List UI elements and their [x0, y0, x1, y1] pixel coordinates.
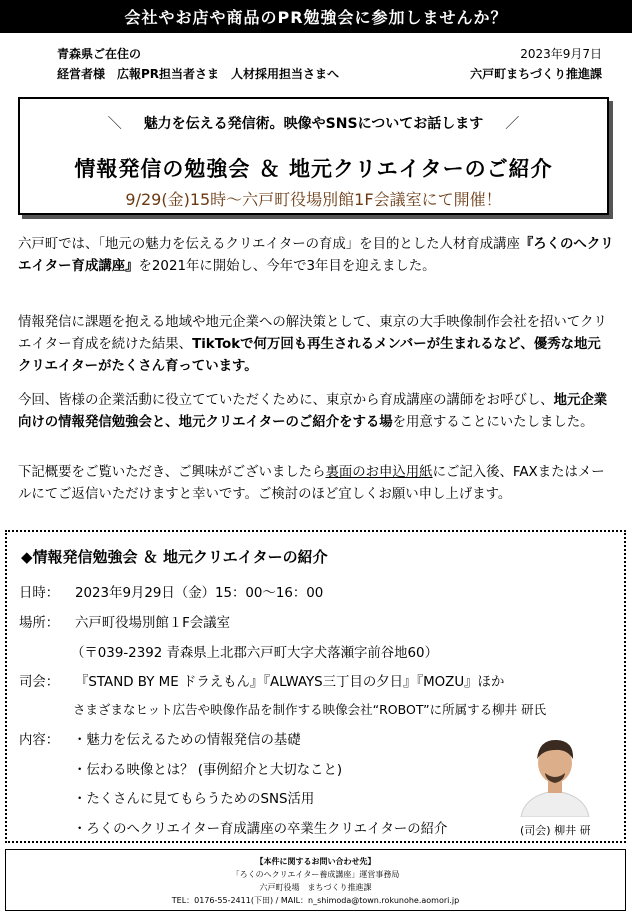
slash-left: ＼	[107, 116, 122, 132]
p3-highlight: 地元企業向けの情報発信勉強会と、地元クリエイターのご紹介をする場	[18, 393, 608, 430]
p3-text-c: を用意することにいたしました。	[392, 415, 594, 430]
p2-text-a: 情報発信に課題を抱える地域や地元企業への解決策として、東京の大手映像制作会社を招いてクリエイター育成を続けた結果、	[18, 315, 607, 352]
contact-box	[5, 849, 626, 911]
datetime-value: 2023年9月29日（金）15：00～16：00	[75, 586, 324, 601]
contact-tel-mail: TEL：0176-55-2411(下田) / MAIL：n_shimoda@town.rokunohe.aomori.jp	[171, 896, 460, 905]
details-heading: ◆情報発信勉強会 ＆ 地元クリエイターの紹介	[21, 548, 328, 566]
subtitle-row	[20, 113, 607, 133]
datetime-label: 日時：	[19, 586, 60, 601]
sender-org: 六戸町まちづくり推進課	[470, 67, 602, 81]
slash-right: ／	[505, 116, 520, 132]
p1-text-a: 六戸町では、「地元の魅力を伝えるクリエイターの育成」を目的とした人材育成講座	[18, 237, 520, 252]
p4-text-c: にご記入後、FAXまたはメールにてご返信いただけますと幸いです。ご検討のほど宜しくお願い申し上げます。	[18, 465, 605, 502]
subtitle: 魅力を伝える発信術。映像やSNSについてお話します	[143, 116, 484, 132]
p4-text-a: 下記概要をご覧いただき、ご興味がございましたら	[18, 465, 326, 480]
paragraph-4	[18, 462, 614, 506]
contact-heading: 【本件に関するお問い合わせ先】	[255, 857, 376, 866]
main-title: 情報発信の勉強会 ＆ 地元クリエイターのご紹介	[74, 157, 553, 181]
p2-highlight: TikTokで何万回も再生されるメンバーが生まれるなど、優秀な地元クリエイターがたくさん育っています。	[18, 337, 601, 374]
issue-date: 2023年9月7日	[520, 47, 602, 61]
addressee-block	[57, 44, 339, 84]
content-item: ・魅力を伝えるための情報発信の基礎	[73, 733, 301, 748]
p1-course-name: 『ろくのへクリエイター育成講座』	[18, 237, 614, 274]
photo-caption: (司会) 柳井 研	[520, 824, 591, 837]
mc-row	[19, 671, 504, 690]
mc-label: 司会：	[19, 675, 60, 690]
application-form-link: 裏面のお申込用紙	[325, 465, 433, 480]
details-box	[5, 530, 626, 843]
content-label: 内容：	[19, 733, 60, 748]
addressee-line-1: 青森県ご在住の	[57, 47, 142, 61]
place-label: 場所：	[19, 616, 60, 631]
address: （〒039-2392 青森県上北郡六戸町大字犬落瀬字前谷地60）	[71, 646, 438, 661]
paragraph-2	[18, 312, 614, 378]
title-box	[18, 97, 609, 215]
top-banner: 会社やお店や商品のPR勉強会に参加しませんか？	[0, 0, 632, 33]
event-date-line: 9/29(金)15時～六戸町役場別館1F会議室にて開催！	[125, 190, 502, 209]
content-row	[19, 729, 75, 748]
content-item: ・たくさんに見てもらうためのSNS活用	[73, 792, 315, 807]
addressee-line-2: 経営者様 広報PR担当者さま 人材採用担当さまへ	[57, 67, 340, 81]
contact-department: 六戸町役場 まちづくり推進課	[259, 883, 372, 892]
presenter-photo	[505, 729, 605, 817]
p3-text-a: 今回、皆様の企業活動に役立てていただくために、東京から育成講座の講師をお呼びし、	[18, 393, 554, 408]
p1-text-c: を2021年に開始し、今年で3年目を迎えました。	[138, 259, 436, 274]
sender-block	[470, 44, 602, 84]
content-item: ・伝わる映像とは？ (事例紹介と大切なこと)	[73, 763, 343, 778]
place-value: 六戸町役場別館１F会議室	[75, 616, 230, 631]
paragraph-1	[18, 234, 614, 278]
place-row	[19, 612, 230, 631]
paragraph-3	[18, 390, 614, 434]
content-item: ・ろくのへクリエイター育成講座の卒業生クリエイターの紹介	[73, 822, 448, 837]
mc-description: さまざまなヒット広告や映像作品を制作する映像会社“ROBOT”に所属する柳井 研氏	[73, 702, 547, 717]
contact-office: 「ろくのへクリエイター養成講座」運営事務局	[231, 870, 400, 879]
mc-value: 『STAND BY ME ドラえもん』『ALWAYS三丁目の夕日』『MOZU』ほか	[75, 675, 505, 690]
datetime-row	[19, 582, 323, 601]
